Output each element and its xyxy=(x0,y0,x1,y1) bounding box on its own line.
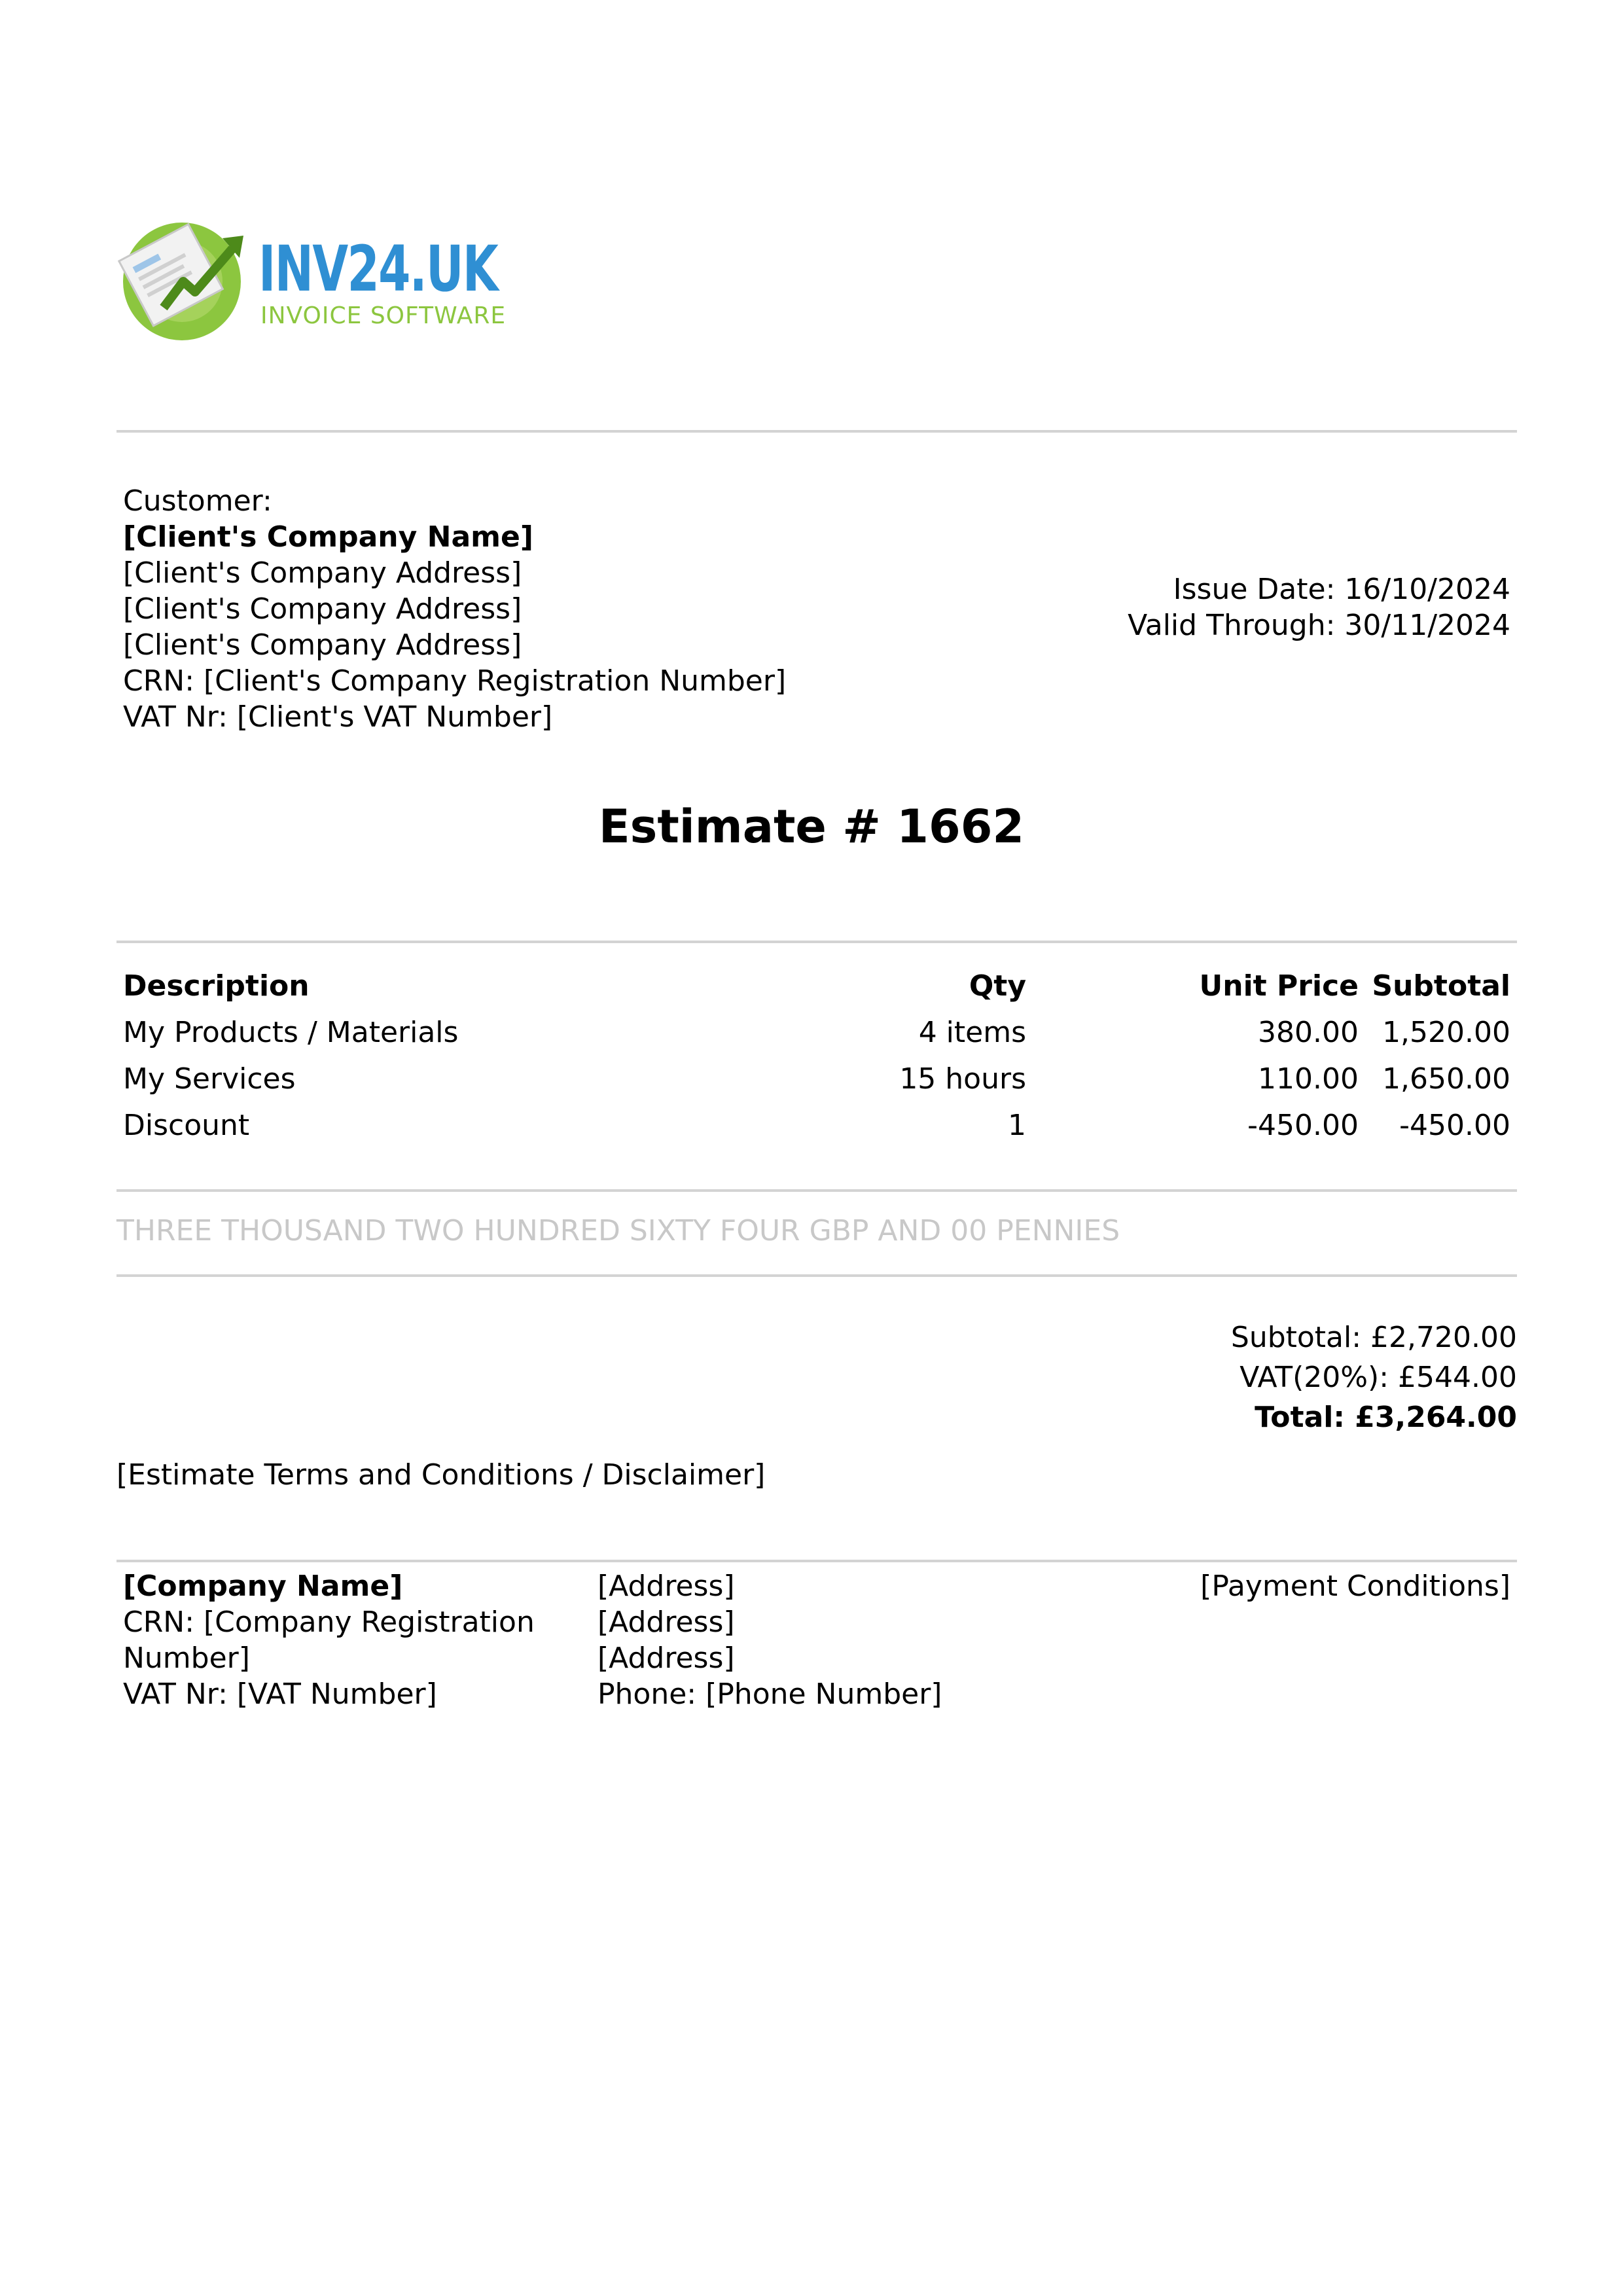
amount-in-words: THREE THOUSAND TWO HUNDRED SIXTY FOUR GBP AND 00 PENNIES xyxy=(116,1214,1120,1247)
customer-company-name: [Client's Company Name] xyxy=(123,520,533,554)
footer-company-block xyxy=(123,1568,542,1712)
items-table xyxy=(116,962,1517,1149)
table-bottom-divider xyxy=(116,1189,1517,1192)
logo-brand-text: INV24.UK xyxy=(259,232,498,306)
row-subtotal: 1,650.00 xyxy=(1382,1062,1510,1096)
row-description: My Services xyxy=(123,1062,296,1096)
document-title: Estimate # 1662 xyxy=(598,800,1025,853)
table-header-row xyxy=(116,962,1517,1009)
header-divider xyxy=(116,430,1517,433)
row-qty: 15 hours xyxy=(899,1062,1026,1096)
logo-tagline: INVOICE SOFTWARE xyxy=(260,302,507,329)
issue-date: Issue Date: 16/10/2024 xyxy=(1173,573,1510,606)
footer-address-line: [Address] xyxy=(597,1570,735,1603)
customer-address-line: [Client's Company Address] xyxy=(123,628,522,662)
terms-disclaimer: [Estimate Terms and Conditions / Disclaimer] xyxy=(116,1458,766,1492)
row-subtotal: -450.00 xyxy=(1399,1109,1510,1142)
footer-address-line: [Address] xyxy=(597,1605,735,1639)
valid-through-date: Valid Through: 30/11/2024 xyxy=(1128,609,1510,642)
customer-heading: Customer: xyxy=(123,484,272,518)
col-header-unit-price: Unit Price xyxy=(1199,969,1359,1003)
footer-crn: CRN: [Company Registration Number] xyxy=(123,1605,535,1675)
footer-phone: Phone: [Phone Number] xyxy=(597,1677,942,1711)
table-row xyxy=(116,1009,1517,1056)
customer-address-line: [Client's Company Address] xyxy=(123,556,522,590)
footer-divider xyxy=(116,1560,1517,1562)
footer-address-block xyxy=(597,1568,942,1712)
row-description: Discount xyxy=(123,1109,250,1142)
row-unit-price: 380.00 xyxy=(1258,1016,1359,1049)
customer-address-line: [Client's Company Address] xyxy=(123,592,522,626)
col-header-subtotal: Subtotal xyxy=(1372,969,1510,1003)
row-unit-price: -450.00 xyxy=(1247,1109,1359,1142)
footer-vat: VAT Nr: [VAT Number] xyxy=(123,1677,437,1711)
col-header-description: Description xyxy=(123,969,310,1003)
row-description: My Products / Materials xyxy=(123,1016,459,1049)
logo-graphic-icon xyxy=(118,209,255,347)
totals-block xyxy=(1231,1318,1517,1437)
company-logo xyxy=(118,209,510,347)
customer-crn: CRN: [Client's Company Registration Number] xyxy=(123,664,787,698)
row-qty: 4 items xyxy=(918,1016,1026,1049)
dates-block xyxy=(1128,571,1510,643)
row-subtotal: 1,520.00 xyxy=(1382,1016,1510,1049)
row-unit-price: 110.00 xyxy=(1258,1062,1359,1096)
footer-company-name: [Company Name] xyxy=(123,1570,403,1603)
words-divider xyxy=(116,1274,1517,1277)
customer-block xyxy=(123,483,786,735)
table-row xyxy=(116,1056,1517,1102)
total-value: Total: £3,264.00 xyxy=(1255,1401,1517,1434)
footer-payment-conditions: [Payment Conditions] xyxy=(1200,1570,1510,1603)
footer-address-line: [Address] xyxy=(597,1641,735,1675)
table-row xyxy=(116,1102,1517,1149)
vat-value: VAT(20%): £544.00 xyxy=(1240,1361,1517,1394)
row-qty: 1 xyxy=(1008,1109,1026,1142)
customer-vat: VAT Nr: [Client's VAT Number] xyxy=(123,700,553,734)
table-top-divider xyxy=(116,941,1517,943)
subtotal-value: Subtotal: £2,720.00 xyxy=(1230,1321,1517,1354)
col-header-qty: Qty xyxy=(969,969,1026,1003)
